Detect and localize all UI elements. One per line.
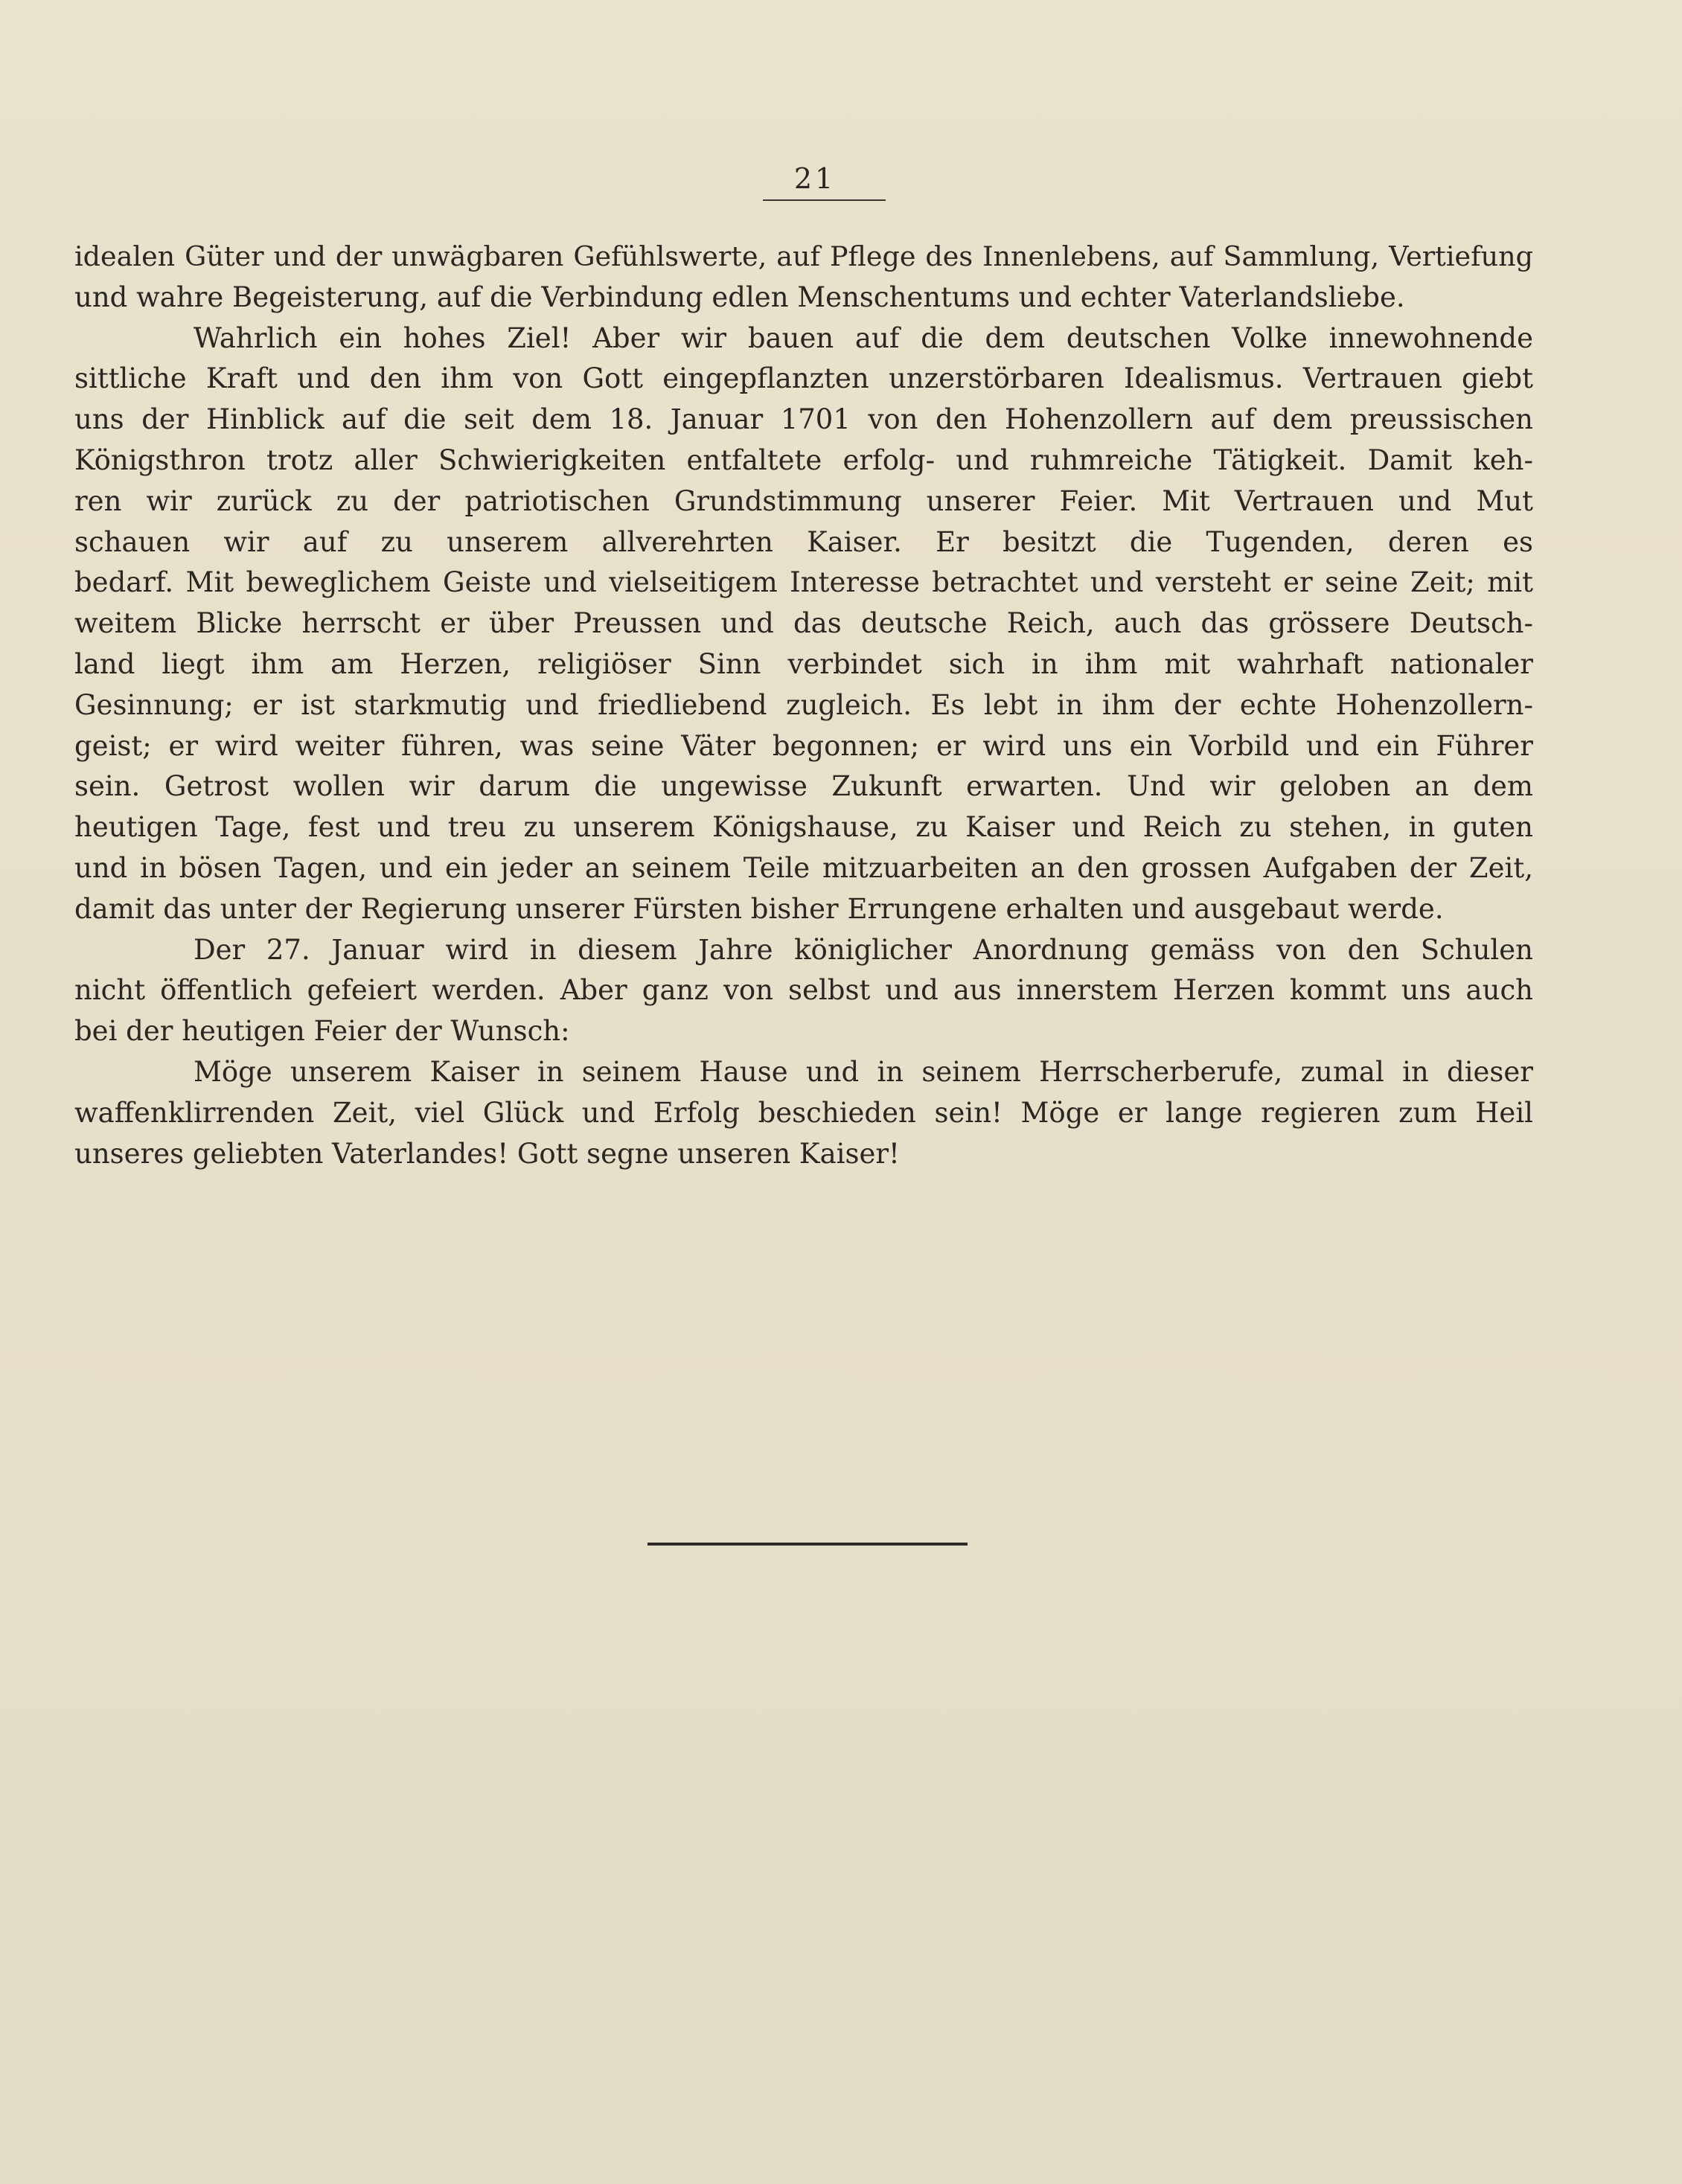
text-line: unseres geliebten Vaterlandes! Gott segne unseren Kaiser! — [74, 1137, 900, 1170]
text-line: Königsthron trotz aller Schwierigkeiten entfaltete erfolg- und ruhmreiche Tätigkeit. Damit keh- — [74, 443, 1533, 476]
text-line: und wahre Begeisterung, auf die Verbindung edlen Menschentums und echter Vaterlandsliebe. — [74, 281, 1405, 313]
text-line: heutigen Tage, fest und treu zu unserem Königshause, zu Kaiser und Reich zu stehen, in guten — [74, 811, 1533, 844]
text-line: uns der Hinblick auf die seit dem 18. Januar 1701 von den Hohenzollern auf dem preussischen — [74, 403, 1533, 436]
page-number-rule — [763, 199, 886, 201]
text-line: idealen Güter und der unwägbaren Gefühlswerte, auf Pflege des Innenlebens, auf Sammlung, Vertiefung — [74, 240, 1533, 272]
text-line: Möge unserem Kaiser in seinem Hause und in seinem Herrscherberufe, zumal in dieser — [194, 1055, 1533, 1088]
text-line: ren wir zurück zu der patriotischen Grundstimmung unserer Feier. Mit Vertrauen und Mut — [74, 484, 1533, 517]
text-line: nicht öffentlich gefeiert werden. Aber ganz von selbst und aus innerstem Herzen kommt uns auch — [74, 974, 1533, 1007]
text-line: waffenklirrenden Zeit, viel Glück und Erfolg beschieden sein! Möge er lange regieren zum Heil — [74, 1096, 1533, 1129]
text-line: und in bösen Tagen, und ein jeder an seinem Teile mitzuarbeiten an den grossen Aufgaben der Zeit, — [74, 851, 1533, 884]
text-line: weitem Blicke herrscht er über Preussen und das deutsche Reich, auch das grössere Deutsch- — [74, 607, 1533, 640]
end-rule — [647, 1543, 968, 1546]
text-line: schauen wir auf zu unserem allverehrten Kaiser. Er besitzt die Tugenden, deren es — [74, 525, 1533, 558]
text-line: geist; er wird weiter führen, was seine Väter begonnen; er wird uns ein Vorbild und ein Führer — [74, 729, 1533, 762]
body-text — [74, 237, 1533, 1174]
text-line: bei der heutigen Feier der Wunsch: — [74, 1015, 570, 1048]
text-line: Wahrlich ein hohes Ziel! Aber wir bauen auf die dem deutschen Volke innewohnende — [194, 321, 1533, 354]
text-line: sittliche Kraft und den ihm von Gott eingepflanzten unzerstörbaren Idealismus. Vertrauen giebt — [74, 362, 1533, 395]
text-line: Gesinnung; er ist starkmutig und friedliebend zugleich. Es lebt in ihm der echte Hohenzollern- — [74, 688, 1533, 721]
text-line: land liegt ihm am Herzen, religiöser Sinn verbindet sich in ihm mit wahrhaft nationaler — [74, 647, 1533, 680]
text-line: damit das unter der Regierung unserer Fürsten bisher Errungene erhalten und ausgebaut werde. — [74, 892, 1444, 925]
text-line: Der 27. Januar wird in diesem Jahre königlicher Anordnung gemäss von den Schulen — [194, 933, 1533, 966]
text-line: sein. Getrost wollen wir darum die ungewisse Zukunft erwarten. Und wir geloben an dem — [74, 770, 1533, 803]
page-number: 21 — [793, 162, 837, 195]
text-line: bedarf. Mit beweglichem Geiste und vielseitigem Interesse betrachtet und versteht er seine Zeit; mit — [74, 566, 1533, 599]
